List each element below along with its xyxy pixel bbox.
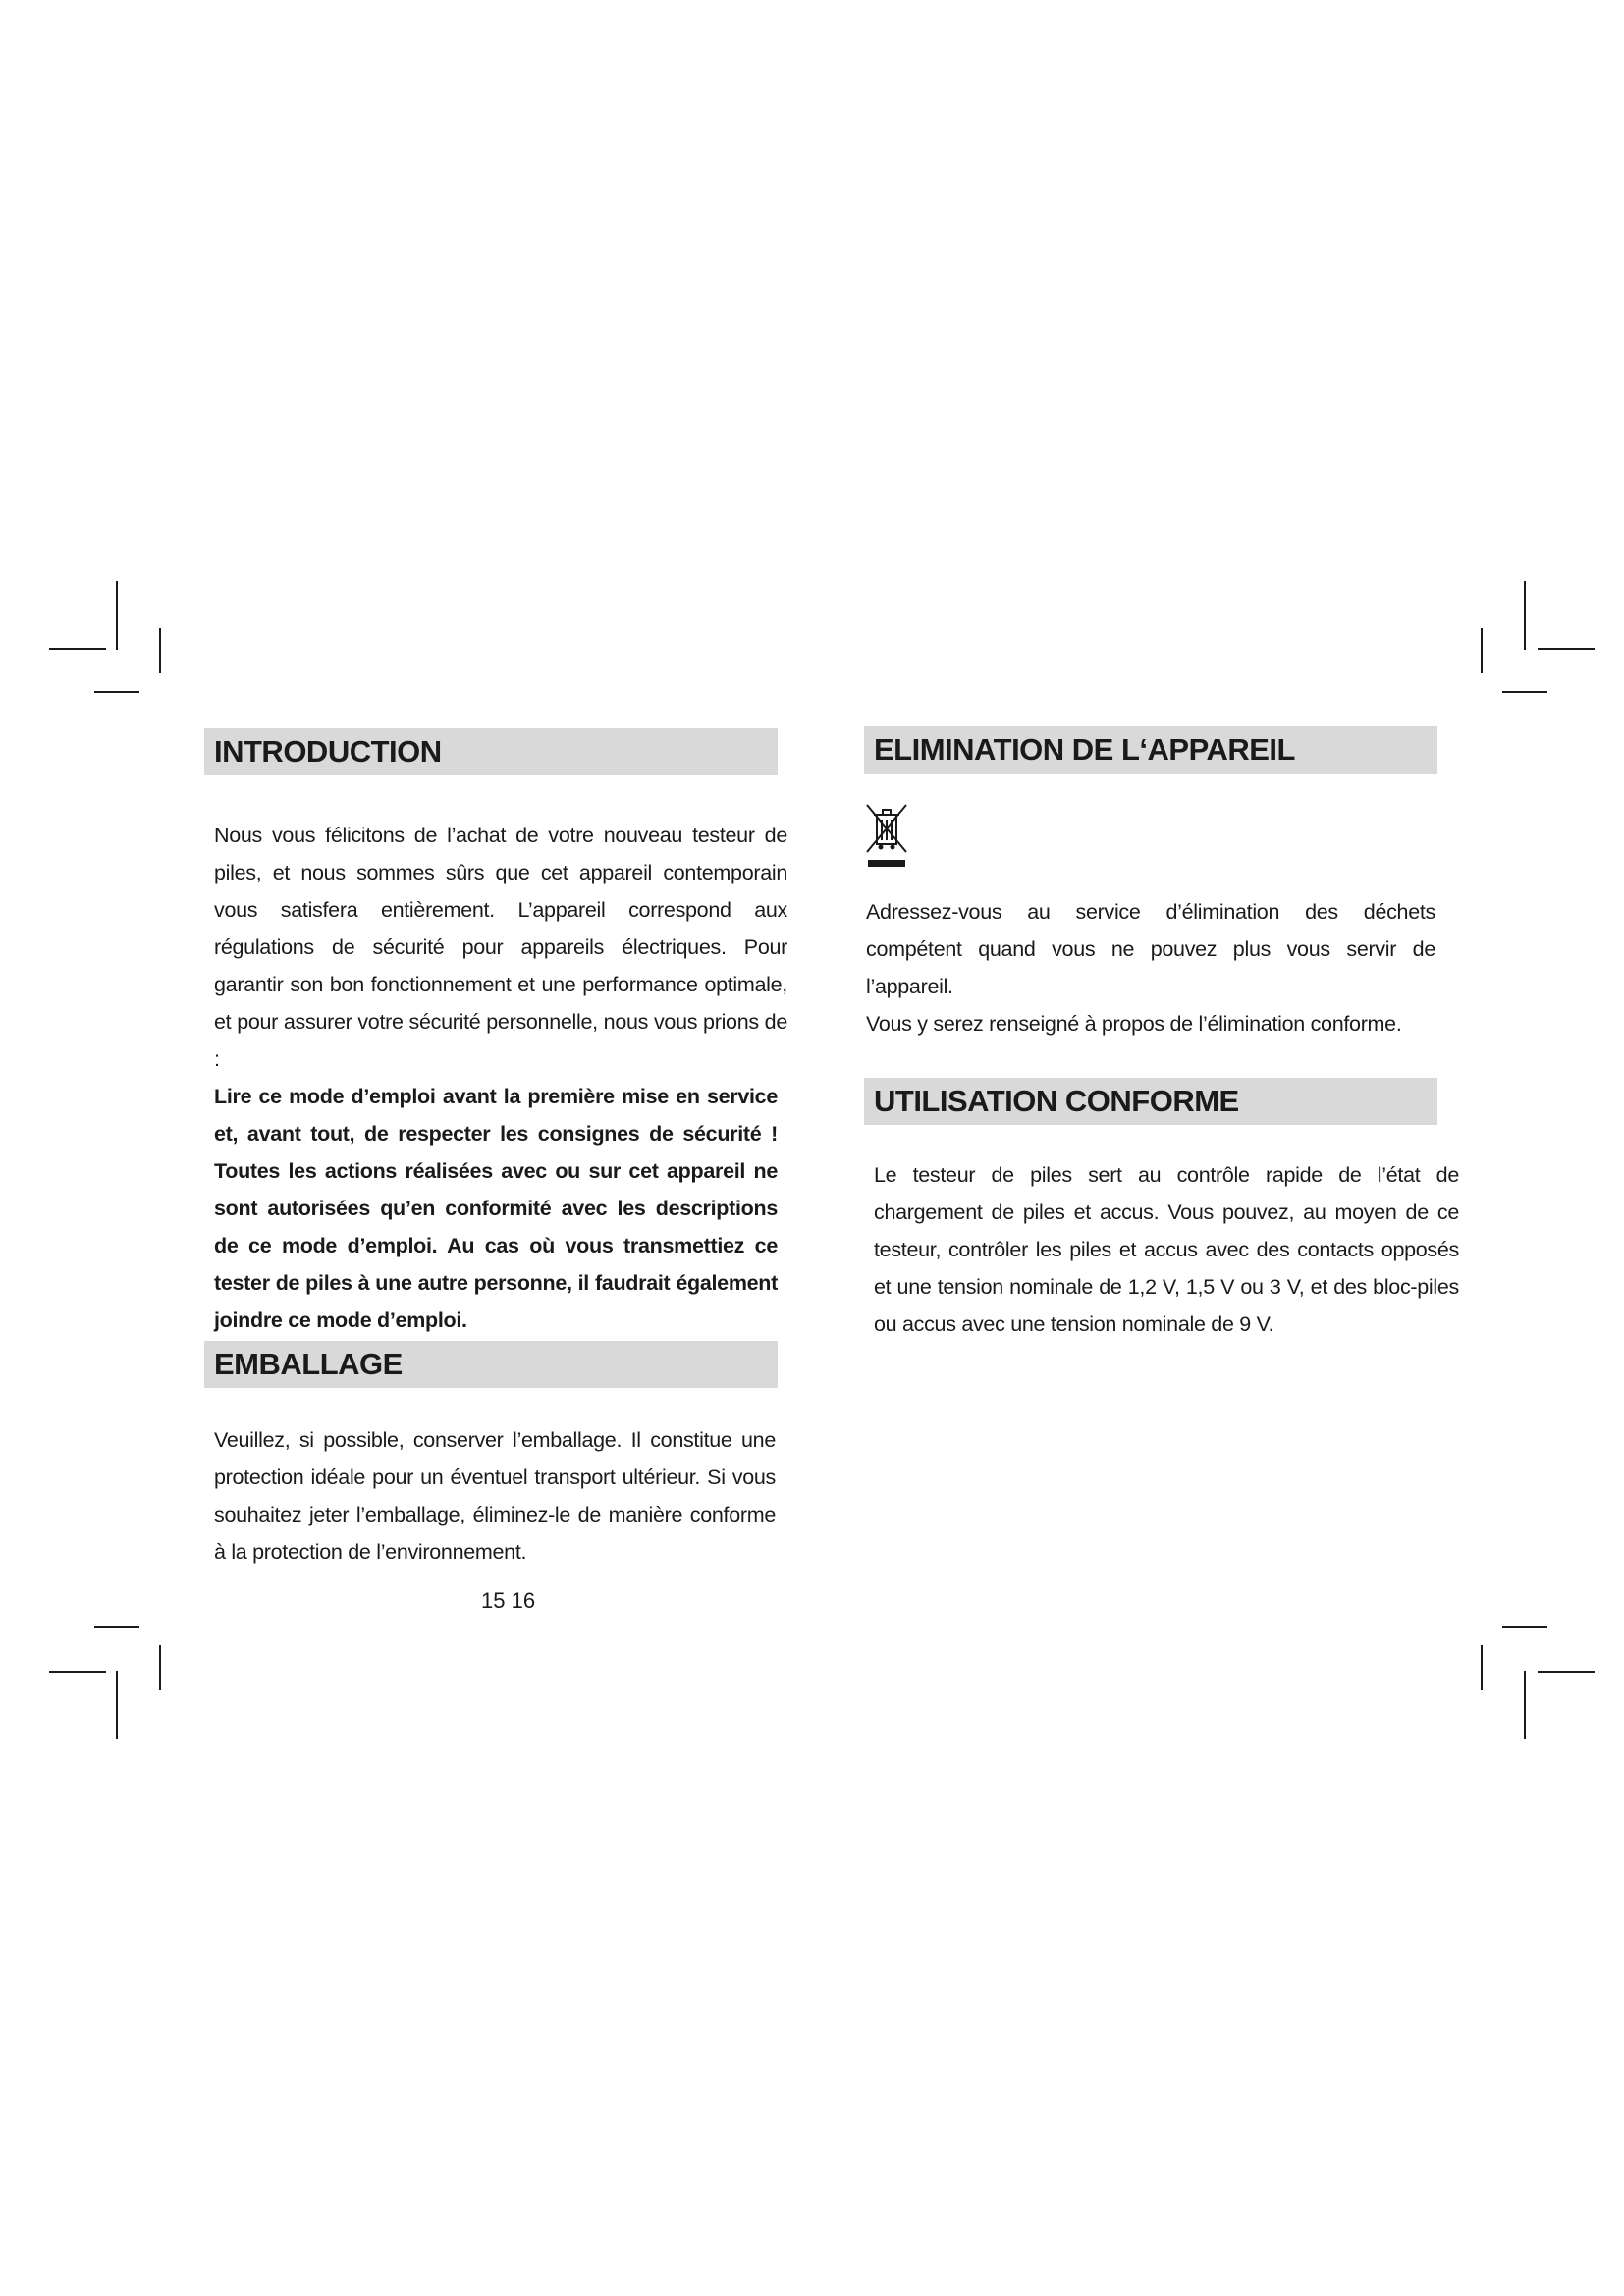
- elimination-line: Vous y serez renseigné à propos de l’élimination conforme.: [866, 1012, 1402, 1036]
- introduction-heading: INTRODUCTION: [204, 728, 778, 775]
- crop-mark: [94, 691, 139, 693]
- emballage-heading: EMBALLAGE: [204, 1341, 778, 1388]
- introduction-safety-notice: Lire ce mode d’emploi avant la première mise en service et, avant tout, de respecter les consignes de sécurité ! Toutes les actions réalisées avec ou sur cet appareil ne sont autorisées qu’en conformité avec les descriptions de ce mode d’emploi. Au cas où vous transmettiez ce tester de piles à une autre personne, il faudrait également joindre ce mode d’emploi.: [214, 1085, 778, 1332]
- crop-mark: [159, 628, 161, 673]
- elimination-body: [866, 893, 1435, 1042]
- crop-mark: [116, 581, 118, 650]
- crop-mark: [1524, 581, 1526, 650]
- crop-mark: [1502, 691, 1547, 693]
- crop-mark: [49, 648, 106, 650]
- introduction-body: [214, 817, 787, 1339]
- utilisation-heading: UTILISATION CONFORME: [864, 1078, 1437, 1125]
- emballage-paragraph: Veuillez, si possible, conserver l’emballage. Il constitue une protection idéale pour un éventuel transport ultérieur. Si vous souhaitez jeter l’emballage, éliminez-le de manière conforme à la protection de l’environnement.: [214, 1428, 776, 1564]
- elimination-line: Adressez-vous au service d’élimination des déchets compétent quand vous ne pouvez plus vous servir de l’appareil.: [866, 900, 1435, 998]
- elimination-heading: ELIMINATION DE L‘APPAREIL: [864, 726, 1437, 774]
- crop-mark: [1538, 1671, 1595, 1673]
- crop-mark: [1524, 1671, 1526, 1739]
- weee-crossed-bin-icon: [864, 801, 909, 870]
- crop-mark: [1538, 648, 1595, 650]
- crop-mark: [1481, 628, 1483, 673]
- crop-mark: [1481, 1645, 1483, 1690]
- crop-mark: [1502, 1626, 1547, 1628]
- crop-mark: [116, 1671, 118, 1739]
- page-numbers: 15 16: [481, 1588, 536, 1613]
- crop-mark: [159, 1645, 161, 1690]
- utilisation-paragraph: Le testeur de piles sert au contrôle rapide de l’état de chargement de piles et accus. Vous pouvez, au moyen de ce testeur, contrôler les piles et accus avec des contacts opposés et une tension nominale de 1,2 V, 1,5 V ou 3 V, et des bloc-piles ou accus avec une tension nominale de 9 V.: [874, 1163, 1459, 1336]
- crop-mark: [94, 1626, 139, 1628]
- crop-mark: [49, 1671, 106, 1673]
- introduction-paragraph: Nous vous félicitons de l’achat de votre nouveau testeur de piles, et nous sommes sûrs que cet appareil contemporain vous satisfera entièrement. L’appareil correspond aux régulations de sécurité pour appareils électriques. Pour garantir son bon fonctionnement et une performance optimale, et pour assurer votre sécurité personnelle, nous vous prions de :: [214, 824, 787, 1071]
